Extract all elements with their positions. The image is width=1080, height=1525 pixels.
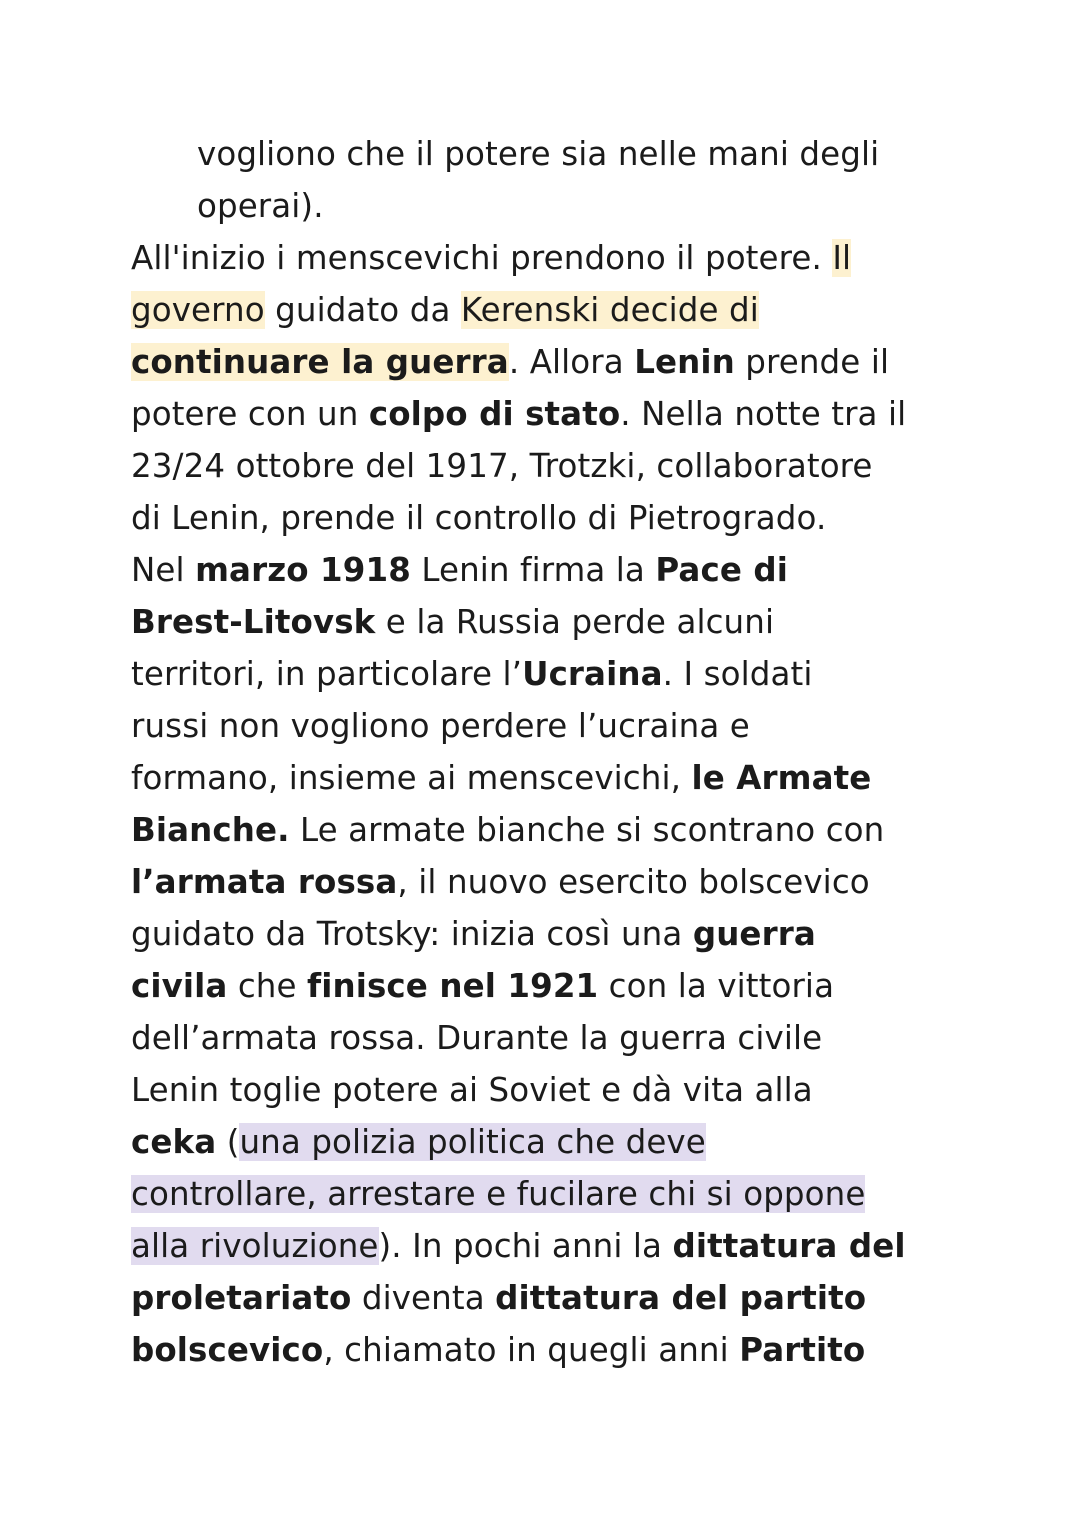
highlighted-text: alla rivoluzione [131, 1227, 379, 1265]
text-run: , il nuovo esercito bolscevico [397, 863, 870, 901]
text-run: Le armate bianche si scontrano con [289, 811, 885, 849]
text-run: . Allora [508, 343, 635, 381]
text-line [131, 180, 961, 232]
highlighted-text: Il [832, 239, 852, 277]
text-run: potere con un [131, 395, 369, 433]
text-line [131, 1272, 961, 1324]
text-line [131, 336, 961, 388]
text-line [131, 492, 961, 544]
text-line [131, 440, 961, 492]
text-line [131, 1220, 961, 1272]
text-line [131, 128, 961, 180]
bold-text: proletariato [131, 1279, 352, 1317]
highlighted-text: controllare, arrestare e fucilare chi si oppone [131, 1175, 866, 1213]
text-run: ). In pochi anni la [378, 1227, 673, 1265]
text-run: prende il [734, 343, 890, 381]
bold-text: dittatura del partito [495, 1279, 867, 1317]
text-run: formano, insieme ai menscevichi, [131, 759, 692, 797]
text-line [131, 700, 961, 752]
bold-text: Pace di [655, 551, 788, 589]
bold-text: l’armata rossa [131, 863, 398, 901]
text-run: . Nella notte tra il [620, 395, 907, 433]
text-run: ( [216, 1123, 240, 1161]
text-run: 23/24 ottobre del 1917, Trotzki, collaboratore [131, 447, 873, 485]
text-run: che [227, 967, 308, 1005]
highlighted-text: Kerenski decide di [460, 291, 759, 329]
text-line [131, 1064, 961, 1116]
bold-text: ceka [131, 1123, 217, 1161]
text-run: All'inizio i menscevichi prendono il potere. [131, 239, 833, 277]
bold-text: Bianche. [131, 811, 290, 849]
text-run: Nel [131, 551, 196, 589]
text-line [131, 1324, 961, 1376]
text-line [131, 284, 961, 336]
text-line [131, 908, 961, 960]
bold-text: le Armate [691, 759, 872, 797]
text-run: Lenin toglie potere ai Soviet e dà vita alla [131, 1071, 813, 1109]
bold-text: civila [131, 967, 228, 1005]
text-line [131, 232, 961, 284]
bold-text: Ucraina [522, 655, 663, 693]
text-run: , chiamato in quegli anni [323, 1331, 740, 1369]
bold-text: guerra [692, 915, 816, 953]
text-line [131, 1116, 961, 1168]
text-run: operai). [197, 187, 324, 225]
text-line [131, 752, 961, 804]
text-line [131, 544, 961, 596]
bold-text: Partito [739, 1331, 866, 1369]
bold-text: dittatura del [672, 1227, 906, 1265]
text-run: russi non vogliono perdere l’ucraina e [131, 707, 750, 745]
highlighted-text: una polizia politica che deve [239, 1123, 706, 1161]
text-run: e la Russia perde alcuni [375, 603, 775, 641]
text-line [131, 1012, 961, 1064]
text-run: di Lenin, prende il controllo di Pietrogrado. [131, 499, 827, 537]
text-run: . I soldati [662, 655, 813, 693]
text-run: dell’armata rossa. Durante la guerra civile [131, 1019, 823, 1057]
text-run: vogliono che il potere sia nelle mani degli [197, 135, 880, 173]
text-line [131, 596, 961, 648]
text-run: Lenin firma la [410, 551, 656, 589]
document-body [131, 128, 961, 1376]
highlighted-text: governo [131, 291, 265, 329]
text-line [131, 804, 961, 856]
text-run: con la vittoria [598, 967, 835, 1005]
highlighted-bold-text: continuare la guerra [131, 343, 509, 381]
text-run: guidato da Trotsky: inizia così una [131, 915, 693, 953]
bold-text: bolscevico [131, 1331, 324, 1369]
text-run: diventa [351, 1279, 496, 1317]
text-line [131, 1168, 961, 1220]
bold-text: Brest-Litovsk [131, 603, 376, 641]
text-line [131, 856, 961, 908]
bold-text: marzo 1918 [195, 551, 411, 589]
text-run: guidato da [264, 291, 461, 329]
text-line [131, 960, 961, 1012]
bold-text: finisce nel 1921 [307, 967, 599, 1005]
text-line [131, 648, 961, 700]
text-line [131, 388, 961, 440]
text-run: territori, in particolare l’ [131, 655, 523, 693]
bold-text: colpo di stato [368, 395, 621, 433]
bold-text: Lenin [634, 343, 735, 381]
